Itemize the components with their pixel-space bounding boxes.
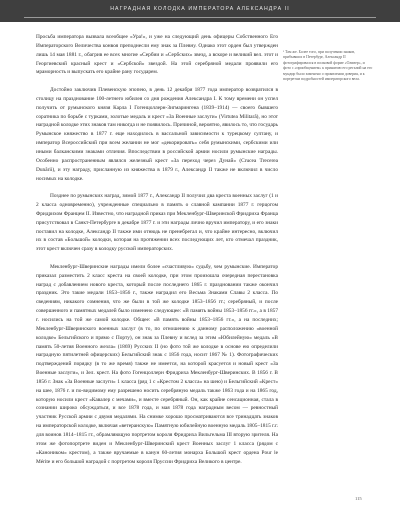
page-number: 115 bbox=[355, 496, 362, 501]
paragraph: Просьба императора вызвала всеобщее «Ура!», и уже на следующий день офицеры Собственного Его Императорского Величества конвоя преподнесли ему знак за Плевну. Однако этот орден был утвержден лишь 14 мая 1881 г., обагрив ее всех многие «Сербии и «Сербских» звезд, а вскоре и великий вел. этот и Георгиевский красный крест и «Сербской» звездой. На этой серебряной медали проявили его мраморность и выпускать его крайне рану государем. bbox=[36, 34, 278, 76]
main-text bbox=[36, 33, 278, 466]
paragraph: Мекленбург-Шверинские награды имели более «счастливую» судьбу, чем румынские. Император приказал разместить 2 класс креста на своей колодке, при этом произошла очередная перестановка наград с добавлением нового креста, который после последнего 1865 г. праздновании также окончил праздник. Это такие медали 1853–1856 г., также наградил его Весьма Знаками Славы 2 класса. По сведениям, никакого сомнения, что же были в той же колодке 1853–1856 гг.; серебряный, и после совершенного и памятных медалей было изменено следующее: «В память войны 1853–1856 гг.», а в 1857 г. носились на той же самой колодке. Общее: «В память войны 1853–1856 гг.», а на последних; Мекленбург-Шверинского военных заслуг (в то, по отношению к данному расположению «военной колодке» Бельгийского и прямо с Порту), он знак за Плевну и вслед за этим «Юбилейную» медаль «В память 50-летия Военного жезла» (1869) Русских II (но фото той же колодке в основе ею определили наградную пятилетней офицерских) Бельгийский знак с 1856 года, носит 1867 № 1). Фотографических подтверждений порядку (в то же время) также не имеется, на которой красуется и новый крест «За Военные заслуги», и Зел. крест. На фото Гогенцоллерн Фридриха Мекленбург-Шверинских. В 1856 г. В 1856 г. Знак «За Военные заслуги» 1 класса (ряд 1 с «Крестом 2 класса» на шею) и Бельгийский «Крест» на шее, 1876 г. и по-видимому ему разрешено носить серебряную медаль также 1863 года и на 1865 год, которую носили крест «Кавалер с мечами», и вместе серебряный. Он, как крайне сенсационная, стала в сознании широко обсуждаться, и все 1878 года, и мая 1878 года наградным весом — ревностный участник Русской армии с двумя медалями. На снимке хорошо просматриваются все тринадцать знаков на императорской колодке, включая «ветеранскую» Памятную юбилейную военную медаль 1805–1815 г.г. для воинов 1814–1815 гг., обрамляющую портретом короля Фридриха Вильгельма III вторую зрителя. На этом же фотопортрете виден и Мекленбург-Шверинский крест Военных заслуг 1 класса (рядом с «Каноником» крестом), а также вручаемые в канун 60-летия монарха Большой крест ордена Pour le Mérite и его большой наградой с портретом короля Пруссии Фридриха Великого в центре. bbox=[36, 263, 278, 465]
page-header bbox=[0, 0, 400, 22]
footnote-text: Там же. Более того, при получении знаков, прибывших в Петербург, Александр II фотографировался в полковой форме «Оливер», и фото с «приобщением» к принятию его регалий на его мундир было заменено о проявлении доверия, и к портретам подробностей императорского вела. bbox=[283, 50, 373, 82]
header-divider bbox=[24, 17, 376, 18]
paragraph: Достойно заключив Плевенскую эпопею, в день 12 декабря 1877 года император возвратился в столицу на празднование 100-летнего юбилея со дня рождения Александра I. К тому времени он успел получить от румынского князя Карла I Гогенцоллерн-Зигмарингена (1839–1914) — своего бывшего соратника по борьбе с турками, золотые медаль и крест «За Военные заслуги» (Virtutea Militară), но этот наградной колодке этих знаков там никогда и не появилось. Причиной, вероятно, явилось то, что государь Румынское княжество в 1877 г. еще находилось в вассальной зависимости к турецкому султану, и император Всероссийский при всем желании не мог «декорировать» себя румынскими, сербскими или иными балканскими знаками отличия. Впоследствии в российской армии носили румынские награды. Особенно распространенным являлся железный крест «За переход через Дунай» (Crucea Trecerea Dunării), и эту награду, присланную из княжества в 1879 г., Александр II также не включил в число носимых на колодке. bbox=[36, 87, 278, 182]
margin-footnote bbox=[283, 50, 373, 82]
running-title: НАГРАДНАЯ КОЛОДКА ИМПЕРАТОРА АЛЕКСАНДРА II bbox=[110, 6, 290, 12]
footnote-marker: ¹ bbox=[283, 50, 285, 54]
paragraph: Позднее по румынских наград, зимой 1877 г., Александр II получил два креста военных заслуг (1 и 2 класса одновременно), учрежденные специально в память о славной кампании 1877 г. герцогом Фридрихом Францем II. Известно, что наградной приказ при Мекленбург-Шверинской Фридриха Франца присутствовал в Санкт-Петербурге в декабре 1877 г. и эти награды лично вручил императору, и его знаки поставил на колодке, Александр II также ими отнюдь не пренебрегал и, что крайне интересно, включил их в состав «Большой» колодки, которая на протяжении всех последующих лет, кто отмечал праздник, этот крест включен сразу в колодку русской императорских. bbox=[36, 193, 278, 253]
